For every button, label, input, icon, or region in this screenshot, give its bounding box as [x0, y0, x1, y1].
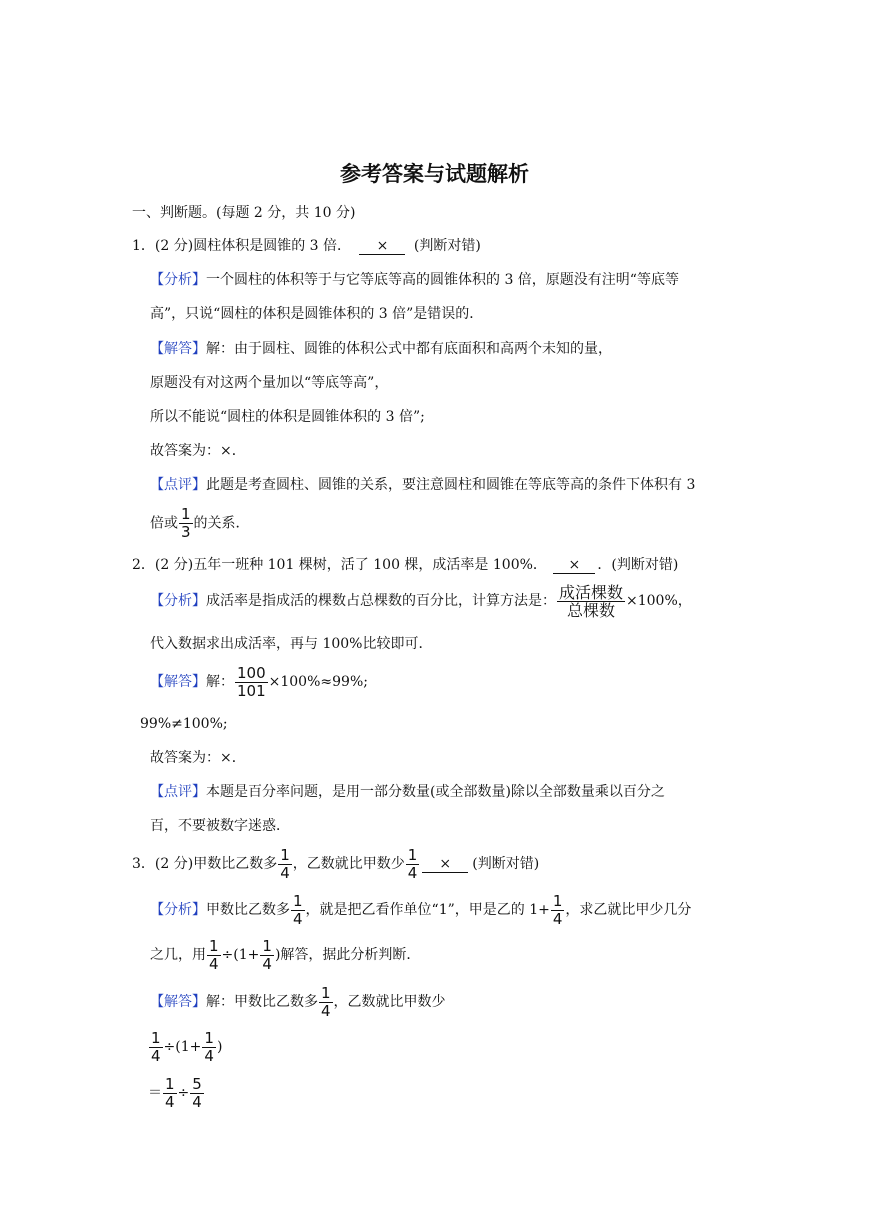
- fraction-one-quarter: [260, 938, 274, 973]
- fraction-five-quarters: [190, 1076, 204, 1111]
- fraction-denominator: 4: [209, 954, 219, 973]
- q2-analysis-line-2: 代入数据求出成活率，再与 100%比较即可．: [150, 636, 433, 652]
- q3-solution-text-2c: ): [216, 1039, 223, 1055]
- q3-solution-line-2: [148, 1027, 222, 1067]
- comment-tag: 【点评】: [150, 477, 206, 493]
- fraction-denominator: 4: [165, 1092, 175, 1111]
- q1-analysis-line-1: [150, 270, 679, 290]
- fraction-denominator: 3: [181, 523, 191, 541]
- fraction-denominator: 4: [280, 863, 290, 882]
- q1-solution-text-1: 解：由于圆柱、圆锥的体积公式中都有底面积和高两个未知的量，: [206, 341, 612, 357]
- comment-tag: 【点评】: [150, 784, 206, 800]
- fraction-numerator: 1: [165, 1074, 175, 1093]
- q2-solution-line-3: 故答案为：×．: [150, 750, 246, 766]
- q2-stem-text: 2．(2 分)五年一班种 101 棵树，活了 100 棵，成活率是 100%．: [132, 557, 547, 573]
- q2-analysis-line-1: [150, 581, 692, 621]
- fraction-numerator: 1: [209, 936, 219, 955]
- analysis-tag: 【分析】: [150, 272, 206, 288]
- fraction-one-quarter: [149, 1030, 163, 1065]
- fraction-denominator: 4: [407, 863, 418, 882]
- q3-solution-line-1: [150, 982, 446, 1022]
- q3-solution-text-3b: ÷: [177, 1085, 190, 1101]
- q2-analysis-text-1b: ×100%，: [626, 593, 692, 609]
- q1-suffix: (判断对错): [413, 238, 481, 254]
- q1-comment-line-1: [150, 475, 695, 495]
- fraction-numerator: 1: [151, 1028, 161, 1047]
- fraction-one-quarter: [291, 893, 305, 928]
- fraction-denominator: 101: [237, 681, 266, 700]
- fraction-one-quarter: [406, 847, 420, 882]
- fraction-numerator: 5: [192, 1074, 202, 1093]
- fraction-one-quarter: [202, 1030, 216, 1065]
- fraction-denominator: 4: [192, 1092, 202, 1111]
- solution-tag: 【解答】: [150, 341, 206, 357]
- fraction-numerator: 1: [552, 891, 563, 910]
- solution-tag: 【解答】: [150, 674, 206, 690]
- q3-solution-text-1b: ，乙数就比甲数少: [333, 994, 446, 1010]
- fraction-denominator: 4: [552, 909, 563, 928]
- q2-answer-blank: ×: [553, 557, 595, 574]
- fraction-one-quarter: [551, 893, 565, 928]
- q3-answer-blank: ×: [422, 856, 468, 873]
- q2-analysis-text-1: 成活率是指成活的棵数占总棵数的百分比，计算方法是：: [206, 593, 556, 609]
- q2-comment-line-1: [150, 782, 665, 802]
- q2-solution-line-1: [150, 663, 368, 701]
- analysis-tag: 【分析】: [150, 593, 206, 609]
- q1-comment-text-2b: 的关系．: [193, 515, 250, 532]
- fraction-numerator: 成活棵数: [559, 582, 624, 602]
- q2-comment-text-1: 本题是百分率问题，是用一部分数量(或全部数量)除以全部数量乘以百分之: [206, 784, 665, 800]
- q3-analysis-text-1a: 甲数比乙数多: [206, 902, 290, 918]
- fraction-denominator: 4: [293, 909, 303, 928]
- fraction-one-quarter: [163, 1076, 177, 1111]
- q2-solution-line-2: 99%≠100%;: [140, 716, 228, 732]
- solution-tag: 【解答】: [150, 994, 206, 1010]
- fraction-numerator: 1: [407, 845, 418, 864]
- fraction-one-quarter: [207, 938, 221, 973]
- q1-analysis-line-2: 高”，只说“圆柱的体积是圆锥体积的 3 倍”是错误的．: [150, 306, 484, 322]
- q3-solution-text-3a: ＝: [148, 1085, 162, 1101]
- fraction-one-quarter: [319, 985, 333, 1020]
- analysis-tag: 【分析】: [150, 902, 206, 918]
- q3-stem-text-a: 3．(2 分)甲数比乙数多: [132, 856, 278, 872]
- q1-stem-text: 1．(2 分)圆柱体积是圆锥的 3 倍．: [132, 238, 351, 254]
- fraction-one-third: [179, 506, 193, 541]
- q2-suffix: ．(判断对错): [597, 557, 679, 573]
- q1-comment-text-1: 此题是考查圆柱、圆锥的关系，要注意圆柱和圆锥在等底等高的条件下体积有 3: [206, 477, 696, 493]
- q3-analysis-line-1: [150, 890, 691, 930]
- fraction-numerator: 1: [293, 891, 303, 910]
- fraction-denominator: 4: [262, 954, 272, 973]
- q3-solution-text-2b: ÷(1+: [163, 1039, 202, 1055]
- q2-solution-text-1b: ×100%≈99%;: [268, 674, 368, 690]
- question-3-stem: [132, 844, 539, 884]
- fraction-one-quarter: [278, 847, 292, 882]
- fraction-numerator: 1: [262, 936, 272, 955]
- q1-solution-line-2: 原题没有对这两个量加以“等底等高”，: [150, 375, 389, 391]
- fraction-numerator: 1: [321, 983, 331, 1002]
- q1-analysis-text-1: 一个圆柱的体积等于与它等底等高的圆锥体积的 3 倍，原题没有注明“等底等: [206, 272, 679, 288]
- q3-analysis-text-1c: ，求乙就比甲少几分: [565, 902, 692, 918]
- q1-answer-blank: ×: [359, 238, 405, 255]
- question-2-stem: [132, 555, 678, 575]
- q1-solution-line-1: [150, 339, 612, 359]
- q2-solution-text-1a: 解：: [206, 674, 234, 690]
- q3-analysis-text-2a: 之几，用: [150, 947, 206, 963]
- fraction-denominator: 总棵数: [567, 600, 616, 620]
- page-title: 参考答案与试题解析: [340, 162, 529, 186]
- q3-analysis-text-2b: ÷(1+: [221, 947, 260, 963]
- q3-stem-text-b: ，乙数就比甲数少: [292, 856, 405, 872]
- fraction-100-101: [235, 665, 268, 700]
- q3-analysis-text-2c: )解答，据此分析判断．: [274, 947, 421, 963]
- q3-analysis-text-1b: ，就是把乙看作单位“1”，甲是乙的 1+: [305, 902, 550, 918]
- q1-comment-text-2a: 倍或: [150, 515, 178, 532]
- q3-suffix: (判断对错): [472, 856, 540, 872]
- fraction-denominator: 4: [321, 1001, 331, 1020]
- fraction-numerator: 1: [181, 505, 191, 523]
- fraction-numerator: 100: [237, 663, 266, 682]
- q2-comment-line-2: 百，不要被数字迷惑．: [150, 818, 290, 834]
- fraction-numerator: 1: [280, 845, 290, 864]
- q3-solution-line-3: [148, 1073, 205, 1113]
- q3-analysis-line-2: [150, 935, 420, 975]
- fraction-denominator: 4: [151, 1046, 161, 1065]
- q1-solution-line-3: 所以不能说“圆柱的体积是圆锥体积的 3 倍”;: [150, 409, 425, 425]
- fraction-denominator: 4: [204, 1046, 214, 1065]
- q1-comment-line-2: [150, 506, 250, 541]
- question-1-stem: [132, 236, 481, 256]
- section-heading: 一、判断题。(每题 2 分，共 10 分): [132, 205, 356, 221]
- fraction-survival-rate: [557, 584, 625, 619]
- q3-solution-text-1a: 解：甲数比乙数多: [206, 994, 318, 1010]
- fraction-numerator: 1: [204, 1028, 214, 1047]
- q1-solution-line-4: 故答案为：×．: [150, 443, 246, 459]
